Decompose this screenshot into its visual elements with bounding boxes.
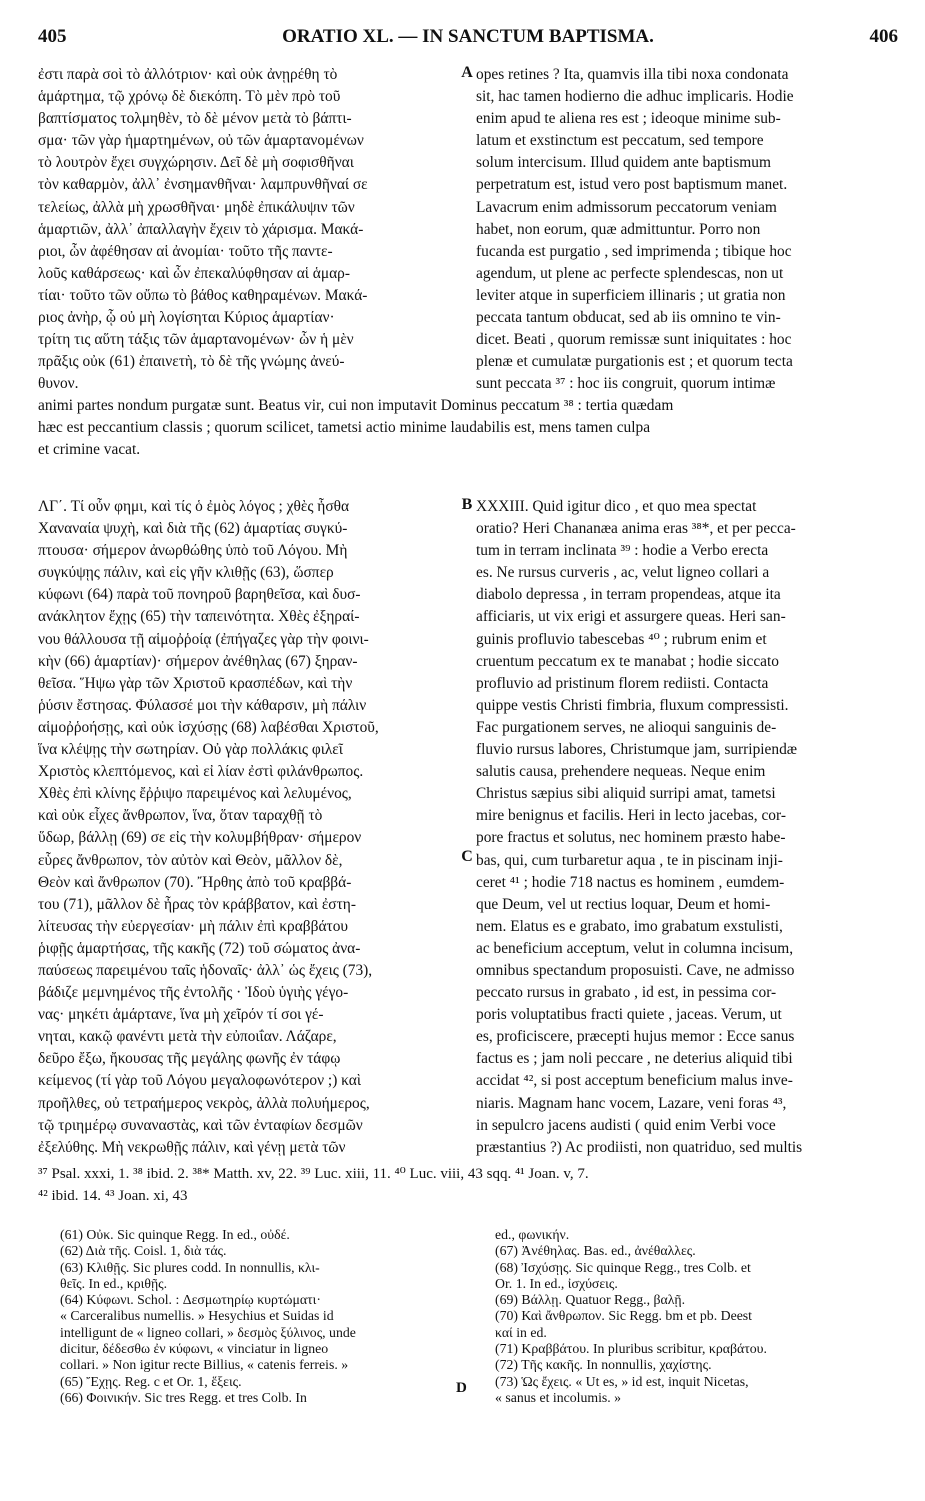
right-page-number: 406 [869, 26, 898, 47]
text-line: ὕδωρ, βάλλῃ (69) σε εἰς τὴν κολυμβήθραν· σήμερον [38, 829, 362, 847]
text-line: agendum, ut plene ac perfecte splendescas, non ut [476, 264, 784, 282]
footnotes-right [495, 1227, 890, 1406]
text-line: ἁμαρτιῶν, ἀλλ᾽ ἀπαλλαγὴν ἔχειν τὸ χάρισμα. Μακά- [38, 220, 364, 238]
text-line: αἱμοῤῥοήσῃς, καὶ οὐκ ἰσχύσῃς (68) λαβέσθαι Χριστοῦ, [38, 718, 379, 736]
text-line: δεῦρο ἔξω, ἤκουσας τῆς μεγάλης φωνῆς ἐν τάφῳ [38, 1050, 341, 1068]
text-line: afficiaris, ut vix erigi et assurgere queas. Heri san- [476, 608, 786, 626]
text-line: καὶ οὐκ εἶχες ἄνθρωπον, ἵνα, ὅταν ταραχθῇ τὸ [38, 807, 323, 825]
text-line: dicitur, δέδεσθω ἐν κύφωνι, « vinciatur in ligneo [60, 1341, 329, 1357]
text-line: (66) Φοινικήν. Sic tres Regg. et tres Colb. In [60, 1389, 307, 1405]
text-line: ριοι, ὧν ἀφέθησαν αἱ ἀνομίαι· τοῦτο τῆς παντε- [38, 242, 333, 260]
text-line: fucanda est purgatio , sed imprimenda ; tibique hoc [476, 242, 792, 260]
text-line: diabolo depressa , in terram propendeas, atque ita [476, 586, 781, 604]
text-line: pore fractus et solutus, nec hominem præsto habe- [476, 829, 786, 847]
text-line: (72) Τῆς κακῆς. In nonnullis, χαχίστης. [495, 1357, 712, 1373]
text-line: sit, hac tamen hodierno die adhuc implicaris. Hodie [476, 88, 794, 106]
text-line: (63) Κλιθῇς. Sic plures codd. In nonnullis, κλι- [60, 1259, 320, 1275]
text-line: solum intercisum. Illud quidem ante baptismum [476, 154, 771, 172]
text-line: intelligunt de « ligneo collari, » δεσμὸς ξύλινος, unde [60, 1324, 356, 1340]
text-line: (67) Ἀνέθηλας. Bas. ed., ἀνέθαλλες. [495, 1243, 696, 1259]
text-line: animi partes nondum purgatæ sunt. Beatus vir, cui non imputavit Dominus peccatum ³⁸ : tertia quædam [38, 397, 674, 414]
text-line: νηται, κακῷ φανέντι μετὰ τὴν εὐποιΐαν. Λάζαρε, [38, 1028, 337, 1046]
text-line: ἐστι παρὰ σοὶ τὸ ἀλλότριον· καὶ οὐκ ἀνῃρέθη τὸ [38, 66, 338, 83]
text-line: ⁴² ibid. 14. ⁴³ Joan. xi, 43 [38, 1188, 188, 1204]
text-line: profluvio ad pristinum florem rediisti. Contacta [476, 674, 769, 692]
margin-mark-d: D [456, 1380, 467, 1396]
text-line: (64) Κύφωνι. Schol. : Δεσμωτηρίῳ κυρτώματι· [60, 1292, 321, 1308]
text-line: factus es ; jam noli peccare , ne deterius aliquid tibi [476, 1050, 793, 1068]
text-line: τρίτη τις αὕτη τάξις τῶν ἁμαρτανομένων· ὧν ἡ μὲν [38, 331, 354, 349]
text-line: λοῦς καθάρσεως· καὶ ὧν ἐπεκαλύφθησαν αἱ ἁμαρ- [38, 264, 350, 282]
latin-column-top [476, 64, 892, 395]
text-line: præstantius ?) Ac prodiisti, non quatriduo, sed multis [476, 1138, 803, 1156]
text-line: latum et exstinctum est peccatum, sed tempore [476, 132, 764, 150]
text-line: θεῖσα. Ἥψω γὰρ τῶν Χριστοῦ κρασπέδων, καὶ τὴν [38, 674, 353, 692]
greek-column-main [38, 496, 456, 1159]
text-line: προῆλθες, οὐ τετραήμερος νεκρὸς, ἀλλὰ πολυήμερος, [38, 1094, 370, 1112]
latin-column-main [476, 496, 892, 1159]
text-line: βάδιζε μεμνημένος τῆς ἐντολῆς · Ἰδοὺ ὑγιὴς γέγο- [38, 984, 349, 1002]
text-line: (71) Κραββάτου. In pluribus scribitur, κραβάτου. [495, 1341, 767, 1357]
text-line: τίαι· τοῦτο τῶν οὔπω τὸ βάθος καθηραμένων. Μακά- [38, 286, 368, 304]
text-line: que Deum, vel ut rectius loquar, Deum et homi- [476, 895, 771, 913]
text-line: ΛΓ΄. Τί οὖν φημι, καὶ τίς ὁ ἐμὸς λόγος ; χθὲς ἦσθα [38, 498, 350, 515]
margin-mark-c: C [461, 848, 473, 865]
text-line: peccata tantum obducat, sed ab iis omnino te vin- [476, 309, 781, 327]
text-line: τὸ λουτρὸν ἔχει συγχώρησιν. Δεῖ δὲ μὴ σοφισθῆναι [38, 154, 354, 172]
text-line: Fac purgationem serves, ne alioqui sanguinis de- [476, 718, 777, 736]
margin-mark-a: A [461, 64, 473, 81]
text-line: in sepulcro jacens audisti ( quid enim Verbi voce [476, 1116, 776, 1134]
text-line: Christus sæpius sibi aliquid surripi amat, tametsi [476, 785, 776, 803]
text-line: (69) Βάλλῃ. Quatuor Regg., βαλῇ. [495, 1292, 686, 1308]
text-line: Or. 1. In ed., ἰσχύσεις. [495, 1275, 618, 1291]
text-line: σμα· τῶν γὰρ ἡμαρτημένων, οὐ τῶν ἁμαρτανομένων [38, 132, 364, 150]
text-line: et crimine vacat. [38, 441, 141, 459]
text-line: (68) Ἰσχύσῃς. Sic quinque Regg., tres Colb. et [495, 1259, 751, 1275]
text-line: Χθὲς ἐπὶ κλίνης ἔῤῥιψο παρειμένος καὶ λελυμένος, [38, 785, 352, 803]
text-line: εὗρες ἄνθρωπον, τὸν αὐτὸν καὶ Θεὸν, μᾶλλον δὲ, [38, 851, 343, 869]
text-line: θεῖς. In ed., κριθῇς. [60, 1275, 168, 1291]
text-line: poris voluptatibus fracti quiete , jaceas. Verum, ut [476, 1006, 782, 1024]
running-title: ORATIO XL. — IN SANCTUM BAPTISMA. [282, 26, 654, 47]
scripture-references [38, 1163, 894, 1207]
text-line: habet, non eorum, quæ admittuntur. Porro non [476, 220, 761, 238]
text-line: enim apud te aliena res est ; ideoque minime sub- [476, 110, 781, 128]
text-line: « Carceralibus numellis. » Hesychius et Suidas id [60, 1308, 334, 1324]
text-line: oratio? Heri Chananæa anima eras ³⁸*, et per pecca- [476, 520, 796, 538]
text-line: (73) Ὡς ἔχεις. « Ut es, » id est, inquit Nicetas, [495, 1373, 749, 1389]
text-line: Θεὸν καὶ ἄνθρωπον (70). Ἤρθης ἀπὸ τοῦ κραββά- [38, 873, 352, 891]
text-line: ῥιφῇς ἁμαρτήσας, τῆς κακῆς (72) τοῦ σώματος ἀνα- [38, 939, 361, 957]
text-line: ἐξελύθης. Μὴ νεκρωθῇς πάλιν, καὶ γένῃ μετὰ τῶν [38, 1138, 346, 1156]
text-line: ἁμάρτημα, τῷ χρόνῳ δὲ διεκόπη. Τὸ μὲν πρὸ τοῦ [38, 88, 341, 106]
text-line: perpetratum est, istud vero post baptismum manet. [476, 176, 788, 194]
text-line: πρᾶξις οὐκ (61) ἐπαινετὴ, τὸ δὲ τῆς γνώμης ἀνεύ- [38, 353, 345, 371]
text-line: XXXIII. Quid igitur dico , et quo mea spectat [476, 498, 757, 515]
text-line: bas, qui, cum turbaretur aqua , te in piscinam inji- [476, 851, 783, 869]
text-line: « sanus et incolumis. » [495, 1389, 622, 1405]
text-line: opes retines ? Ita, quamvis illa tibi noxa condonata [476, 66, 789, 83]
text-line: νας· μηκέτι ἁμάρτανε, ἵνα μὴ χεῖρόν τί σοι γέ- [38, 1006, 324, 1024]
left-page-number: 405 [38, 26, 67, 47]
margin-mark-b: B [461, 496, 473, 513]
text-line: Χαναναία ψυχὴ, καὶ διὰ τῆς (62) ἁμαρτίας συγκύ- [38, 520, 348, 538]
text-line: πτουσα· σήμερον ἀνωρθώθης ὑπὸ τοῦ Λόγου. Μὴ [38, 542, 348, 560]
text-line: ceret ⁴¹ ; hodie 718 nactus es hominem , eumdem- [476, 873, 785, 891]
greek-column-top [38, 64, 456, 395]
text-line: ³⁷ Psal. xxxi, 1. ³⁸ ibid. 2. ³⁸* Matth. xv, 22. ³⁹ Luc. xiii, 11. ⁴⁰ Luc. viii, 43 sqq. ⁴¹ Joan. v, 7. [38, 1166, 589, 1182]
text-line: (65) Ἔχῃς. Reg. c et Or. 1, ἕξεις. [60, 1373, 242, 1389]
text-line: του (71), μᾶλλον δὲ ἦρας τὸν κράββατον, καὶ ἐστη- [38, 895, 356, 913]
text-line: sunt peccata ³⁷ : hoc iis congruit, quorum intimæ [476, 375, 776, 393]
text-line: tum in terram inclinata ³⁹ : hodie a Verbo erecta [476, 542, 769, 560]
text-line: guinis profluvio tabescebas ⁴⁰ ; rubrum enim et [476, 630, 767, 648]
text-line: ανάκλητον ἔχῃς (65) τὴν ταπεινότητα. Χθὲς ἐξηραί- [38, 608, 360, 626]
text-line: τῷ τριημέρῳ συναναστὰς, καὶ τῶν ἐνταφίων δεσμῶν [38, 1116, 363, 1134]
text-line: ῥύσιν ἔστησας. Φύλασσέ μοι τὴν κάθαρσιν, μὴ πάλιν [38, 696, 367, 714]
text-line: cruentum peccatum ex te manabat ; hodie siccato [476, 652, 779, 670]
text-line: ριος ἀνὴρ, ᾧ οὐ μὴ λογίσηται Κύριος ἁμαρτίαν· [38, 309, 335, 327]
text-line: κύφωνι (64) παρὰ τοῦ πονηροῦ βαρηθεῖσα, καὶ δυσ- [38, 586, 361, 604]
page-header [38, 26, 898, 52]
text-line: leviter atque in superficiem illinaris ; ut gratia non [476, 286, 786, 304]
text-line: (70) Καὶ ἄνθρωπον. Sic Regg. bm et pb. Deest [495, 1308, 753, 1324]
text-line: καί in ed. [495, 1324, 547, 1340]
text-line: nem. Elatus es e grabato, imo grabatum exstulisti, [476, 917, 783, 935]
text-line: peccato rursus in grabato , id est, in pessima cor- [476, 984, 777, 1002]
text-line: mire benignus et facilis. Heri in lecto jacebas, cor- [476, 807, 786, 825]
text-line: νου θάλλουσα τῇ αἱμοῤῥοίᾳ (ἐπήγαζες γὰρ τὴν φοινι- [38, 630, 369, 648]
text-line: παύσεως παρειμένου ταῖς ἡδοναῖς· ἀλλ᾽ ὡς ἔχεις (73), [38, 961, 373, 979]
text-line: quippe vestis Christi fimbria, fluxum compressisti. [476, 696, 789, 714]
text-line: hæc est peccantium classis ; quorum scilicet, tametsi actio minime laudabilis est, mens tamen culpa [38, 419, 651, 437]
text-line: λίτευσας τὴν εὐεργεσίαν· μὴ πάλιν ἐπὶ κραββάτου [38, 917, 349, 935]
text-line: es, proficiscere, præcepti hujus memor : Ecce sanus [476, 1028, 795, 1046]
footnotes-left [60, 1227, 450, 1406]
text-line: Χριστὸς κλεπτόμενος, καὶ εἰ λίαν ἐστὶ φιλάνθρωπος. [38, 763, 364, 781]
text-line: ἵνα κλέψῃς τὴν σωτηρίαν. Οὐ γὰρ πολλάκις φιλεῖ [38, 741, 343, 759]
text-line: ed., φωνικήν. [495, 1227, 570, 1242]
text-line: κὴν (66) ἁμαρτίαν)· σήμερον ἀνέθηλας (67) ξηραν- [38, 652, 358, 670]
text-line: niaris. Magnam hanc vocem, Lazare, veni foras ⁴³, [476, 1094, 787, 1112]
text-line: accidat ⁴², si post acceptum beneficium malus inve- [476, 1072, 793, 1090]
text-line: (61) Οὐκ. Sic quinque Regg. In ed., οὐδέ. [60, 1227, 290, 1242]
text-line: τὸν καθαρμὸν, ἀλλ᾽ ἐνσημανθῆναι· λαμπρυνθῆναί σε [38, 176, 368, 194]
text-line: fluvio rursus labores, Christumque jam, surripiendæ [476, 741, 798, 759]
latin-full-width-text [38, 395, 894, 461]
text-line: omnibus spectandum proposuisti. Cave, ne admisso [476, 961, 795, 979]
text-line: θυνον. [38, 375, 79, 393]
text-line: collari. » Non igitur recte Billius, « catenis ferreis. » [60, 1357, 349, 1373]
text-line: dicet. Beati , quorum remissæ sunt iniquitates : hoc [476, 331, 792, 349]
text-line: ac beneficium acceptum, velut in columna incisum, [476, 939, 794, 957]
text-line: salutis causa, prehendere nequeas. Neque enim [476, 763, 766, 781]
text-line: κείμενος (τί γὰρ τοῦ Λόγου μεγαλοφωνότερον ;) καὶ [38, 1072, 361, 1090]
text-line: τελείως, ἀλλὰ μὴ χρωσθῆναι· μηδὲ ἐπικάλυψιν τῶν [38, 198, 355, 216]
text-line: βαπτίσματος τολμηθὲν, τὸ δὲ μένον μετὰ τὸ βάπτι- [38, 110, 352, 128]
text-line: συγκύψῃς πάλιν, καὶ εἰς γῆν κλιθῇς (63), ὥσπερ [38, 564, 334, 582]
text-line: Lavacrum enim admissorum peccatorum veniam [476, 198, 777, 216]
text-line: (62) Διὰ τῆς. Coisl. 1, διὰ τάς. [60, 1243, 227, 1259]
text-line: plenæ et cumulatæ purgationis est ; et quorum tecta [476, 353, 793, 371]
text-line: es. Ne rursus curveris , ac, velut ligneo collari a [476, 564, 770, 582]
